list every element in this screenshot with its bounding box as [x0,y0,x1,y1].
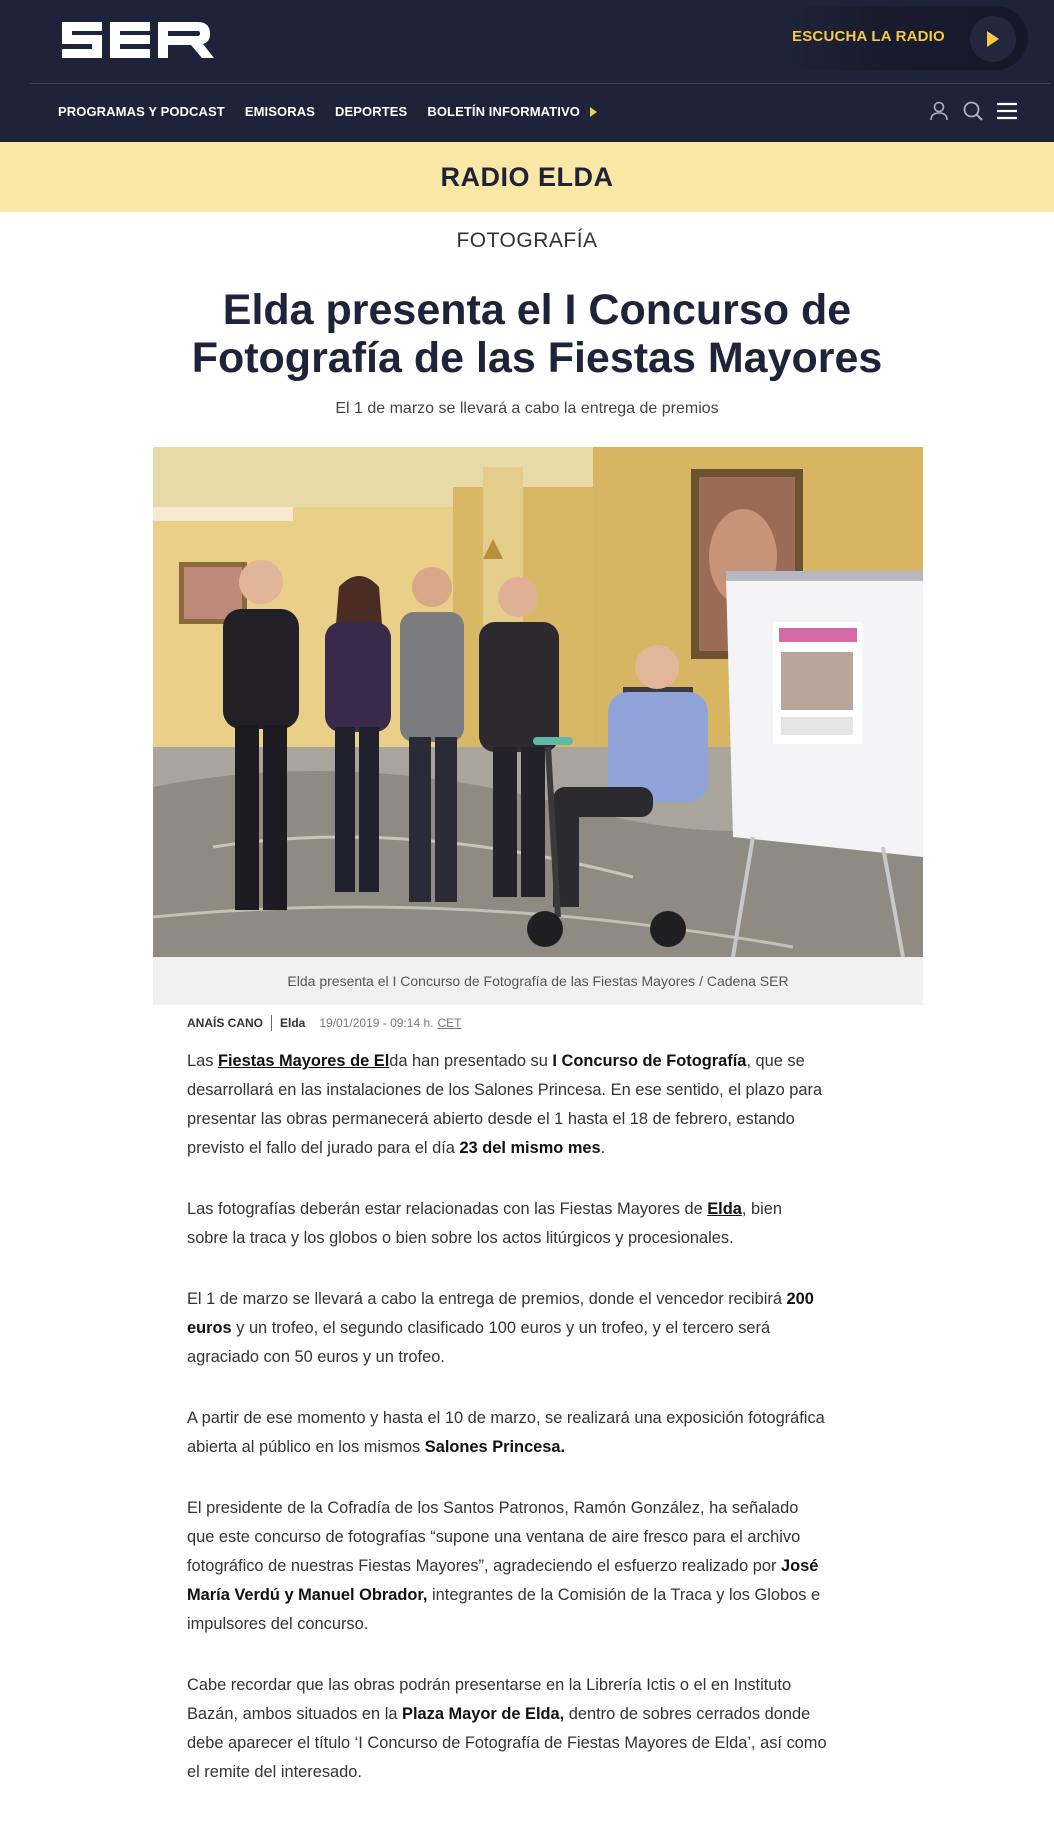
play-arrow-icon [590,107,597,117]
play-icon[interactable] [970,16,1016,62]
menu-icon[interactable] [996,100,1018,122]
paragraph-5 [187,1494,827,1639]
text: . [600,1139,606,1157]
photo-caption: Elda presenta el I Concurso de Fotografía de las Fiestas Mayores / Cadena SER [287,973,789,989]
text: Cabe recordar que las obras podrán presentarse en la Librería Ictis o el en Instituto Bazán, ambos situados en la [187,1676,792,1723]
bold-text: José María Verdú y Manuel Obrador, [187,1557,819,1604]
site-header [0,0,1054,142]
paragraph-2 [187,1195,827,1253]
main-nav [58,104,597,119]
nav-boletin[interactable] [427,104,597,119]
article-kicker[interactable]: FOTOGRAFÍA [456,229,598,252]
text: Las fotografías deberán estar relacionadas con las Fiestas Mayores de [187,1200,708,1218]
bold-text: 200 euros [187,1290,814,1337]
article-subtitle: El 1 de marzo se llevará a cabo la entrega de premios [335,400,719,417]
text: dentro de sobres cerrados donde debe aparecer el título ‘I Concurso de Fotografía de Fiestas Mayores de Elda’, así como el remite del interesado. [187,1705,827,1781]
author-name[interactable]: ANAÍS CANO [187,1016,264,1030]
header-divider [30,83,1050,84]
nav-programas[interactable]: PROGRAMAS Y PODCAST [58,104,225,119]
search-icon[interactable] [962,100,984,122]
nav-emisoras[interactable]: EMISORAS [244,104,315,119]
bold-text: I Concurso de Fotografía [552,1052,747,1070]
byline-separator [271,1015,272,1031]
byline-place[interactable]: Elda [280,1016,306,1030]
ser-logo[interactable] [58,14,218,64]
link-elda[interactable]: Elda [707,1200,742,1218]
article-photo[interactable] [153,447,923,957]
publish-date: 19/01/2019 - 09:14 h. [319,1016,434,1030]
paragraph-1 [187,1047,827,1163]
text: y un trofeo, el segundo clasificado 100 euros y un trofeo, y el tercero será agraciado con 50 euros y un trofeo. [187,1319,771,1366]
text: integrantes de la Comisión de la Traca y los Globos e impulsores del concurso. [187,1586,821,1633]
article-title: Elda presenta el I Concurso de Fotografía de las Fiestas Mayores [191,286,883,382]
text: , que se desarrollará en las instalaciones de los Salones Princesa. En ese sentido, el plazo para presentar las obras permanecerá abierto desde el 1 hasta el 18 de febrero, estando previsto el fallo del jurado para el día [187,1052,823,1157]
listen-radio-label: ESCUCHA LA RADIO [792,28,945,45]
bold-text: 23 del mismo mes [459,1139,601,1157]
text: da han presentado su [389,1052,553,1070]
paragraph-6 [187,1671,827,1787]
text: A partir de ese momento y hasta el 10 de marzo, se realizará una exposición fotográfica abierta al público en los mismos [187,1409,825,1456]
text: Las [187,1052,218,1070]
nav-boletin-label: BOLETÍN INFORMATIVO [427,104,580,119]
bold-text: Plaza Mayor de Elda, [402,1705,565,1723]
bold-text: Salones Princesa. [424,1438,566,1456]
text: , bien sobre la traca y los globos o bien sobre los actos litúrgicos y procesionales. [187,1200,782,1247]
section-band [0,142,1054,212]
link-fiestas-mayores[interactable]: Fiestas Mayores de El [217,1052,390,1070]
user-icon[interactable] [928,100,950,122]
listen-radio-button[interactable] [780,6,1028,70]
nav-deportes[interactable]: DEPORTES [335,104,408,119]
header-actions [928,100,1018,122]
byline [187,1015,461,1031]
photo-caption-box [153,957,923,1005]
text: El presidente de la Cofradía de los Santos Patronos, Ramón González, ha señalado que este concurso de fotografías “supone una ventana de aire fresco para el archivo fotográfico de nuestras Fiestas Mayores”, agradeciendo el esfuerzo realizado por [187,1499,801,1575]
paragraph-3 [187,1285,827,1372]
text: El 1 de marzo se llevará a cabo la entrega de premios, donde el vencedor recibirá [187,1290,787,1308]
article-body [187,1047,827,1819]
section-title[interactable]: RADIO ELDA [440,162,614,192]
timezone-abbr: CET [437,1016,462,1030]
paragraph-4 [187,1404,827,1462]
